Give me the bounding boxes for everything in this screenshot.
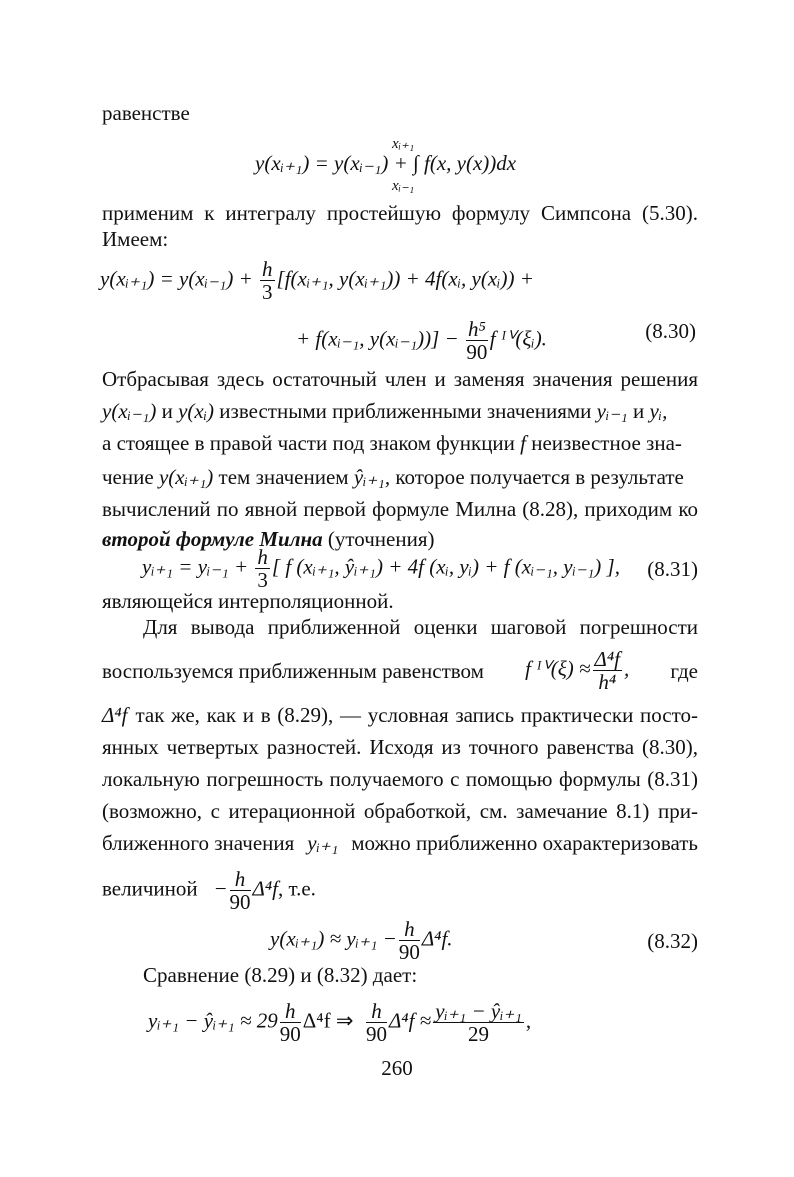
math: yᵢ₋₁ bbox=[596, 399, 628, 423]
text-line: равенстве bbox=[102, 101, 190, 125]
text-line bbox=[102, 702, 698, 728]
numerator: h⁵ bbox=[467, 317, 486, 341]
text: можно приближенно охарактеризовать bbox=[351, 831, 698, 855]
text: известными приближенными значениями bbox=[219, 399, 592, 423]
formula-integral: y(xᵢ₊₁) = y(xᵢ₋₁) + ∫ f(x, y(x))dx bbox=[255, 151, 517, 175]
formula-part: f ᴵⱽ(ξᵢ). bbox=[489, 326, 547, 351]
text: воспользуемся приближенным равенством bbox=[102, 658, 484, 683]
text-line: y(xᵢ₋₁) и y(xᵢ) известными приближенными значениями yᵢ₋₁ и yᵢ, bbox=[102, 399, 668, 423]
equation-number: (8.32) bbox=[647, 929, 698, 953]
formula-part: [f(xᵢ₊₁, y(xᵢ₊₁)) + 4f(xᵢ, y(xᵢ)) + bbox=[276, 266, 534, 291]
text: тем значением bbox=[218, 465, 349, 489]
text: а стоящее в правой части под знаком функции bbox=[102, 431, 515, 455]
text: , т.е. bbox=[278, 876, 316, 901]
math: y(xᵢ) bbox=[178, 399, 215, 423]
formula-part: Δ⁴f. bbox=[421, 926, 453, 951]
formula-part: , bbox=[525, 1008, 532, 1033]
fraction bbox=[433, 1000, 524, 1045]
numerator: h bbox=[399, 918, 420, 941]
text-line: Имеем: bbox=[102, 227, 169, 251]
text: (уточнения) bbox=[327, 527, 435, 551]
text-line: вычислений по явной первой формуле Милна (8.28), приходим ко bbox=[102, 497, 698, 521]
text-line: янных четвертых разностей. Исходя из точного равенства (8.30), bbox=[102, 735, 698, 759]
fraction bbox=[230, 868, 251, 913]
page-number: 260 bbox=[381, 1056, 413, 1080]
fraction bbox=[466, 318, 488, 363]
denominator: 3 bbox=[262, 280, 273, 304]
term-bold: второй формуле Милна bbox=[102, 527, 323, 551]
text: ближенного значения bbox=[102, 831, 295, 855]
numerator: yᵢ₊₁ − ŷᵢ₊₁ bbox=[435, 999, 522, 1023]
math: yᵢ₊₁ bbox=[307, 831, 339, 855]
math-part: f ᴵⱽ(ξ) ≈ bbox=[525, 656, 591, 681]
denominator: 90 bbox=[365, 1022, 387, 1046]
fraction bbox=[593, 648, 622, 693]
fraction bbox=[399, 918, 420, 963]
text-line: Отбрасывая здесь остаточный член и заменяя значения решения bbox=[102, 367, 698, 391]
formula-part: [ f (xᵢ₊₁, ŷᵢ₊₁) + 4f (xᵢ, yᵢ) + f (xᵢ₋₁, yᵢ₋₁) ], bbox=[271, 554, 620, 579]
formula-part: Δ⁴f ⇒ bbox=[302, 1008, 354, 1033]
text-line bbox=[102, 648, 698, 693]
numerator: h bbox=[257, 545, 268, 569]
formula-part: yᵢ₊₁ = yᵢ₋₁ + bbox=[142, 554, 254, 579]
numerator: h bbox=[366, 1000, 387, 1023]
fraction bbox=[255, 546, 270, 591]
fraction bbox=[280, 1000, 301, 1045]
numerator: h bbox=[280, 1000, 301, 1023]
text: так же, как и в (8.29), — условная запись практически посто- bbox=[135, 703, 698, 727]
text: которое получается в результате bbox=[395, 465, 684, 489]
text-line: являющейся интерполяционной. bbox=[102, 589, 394, 613]
math: Δ⁴f bbox=[102, 703, 128, 727]
text-line: применим к интегралу простейшую формулу Симпсона (5.30). bbox=[102, 201, 698, 225]
formula-part: y(xᵢ₊₁) ≈ yᵢ₊₁ − bbox=[270, 926, 397, 951]
denominator: 3 bbox=[257, 568, 268, 592]
fraction bbox=[260, 258, 275, 303]
formula-8-30-line2 bbox=[296, 318, 696, 363]
formula-8-30-line1 bbox=[100, 258, 534, 303]
denominator: 90 bbox=[229, 890, 251, 914]
math: Δ⁴f bbox=[252, 876, 278, 901]
math: yᵢ, bbox=[649, 399, 668, 423]
math: f ᴵⱽ(ξ) ≈ $\frac{\text{Δ⁴f}}{\text{h⁴}}$ , bbox=[525, 647, 630, 694]
numerator: h bbox=[230, 868, 251, 891]
text-line bbox=[102, 868, 698, 913]
text-line: чение y(xᵢ₊₁) тем значением ŷᵢ₊₁, которое получается в результате bbox=[102, 465, 684, 489]
denominator: 90 bbox=[398, 940, 420, 964]
fraction bbox=[366, 1000, 387, 1045]
math: f bbox=[520, 431, 526, 455]
formula-part: y(xᵢ₊₁) = y(xᵢ₋₁) + bbox=[100, 266, 259, 291]
numerator: Δ⁴f bbox=[594, 647, 620, 671]
formula-8-32 bbox=[270, 918, 453, 963]
formula-part: yᵢ₊₁ − ŷᵢ₊₁ ≈ 29 bbox=[148, 1008, 278, 1033]
text-line: Сравнение (8.29) и (8.32) дает: bbox=[143, 963, 418, 987]
equation-number: (8.30) bbox=[645, 319, 696, 343]
math: y(xᵢ₊₁) bbox=[158, 465, 214, 489]
formula-part: Δ⁴f ≈ bbox=[388, 1008, 432, 1033]
text-line: локальную погрешность получаемого с помощью формулы (8.31) bbox=[102, 767, 698, 791]
text-line bbox=[102, 830, 698, 856]
numerator: h bbox=[262, 257, 273, 281]
math: − bbox=[213, 876, 228, 901]
denominator: h⁴ bbox=[598, 670, 617, 694]
formula-part: + f(xᵢ₋₁, y(xᵢ₋₁))] − bbox=[296, 326, 464, 351]
denominator: 29 bbox=[468, 1022, 490, 1046]
integral-upper-limit: xᵢ₊₁ bbox=[392, 136, 415, 152]
text-line: (возможно, с итерационной обработкой, см. замечание 8.1) при- bbox=[102, 799, 698, 823]
denominator: 90 bbox=[466, 340, 488, 364]
math: y(xᵢ₋₁) bbox=[102, 399, 157, 423]
math: ŷᵢ₊₁, bbox=[353, 465, 391, 489]
text-line: Для вывода приближенной оценки шаговой погрешности bbox=[143, 615, 698, 639]
formula-final bbox=[148, 1000, 531, 1045]
text: неизвестное зна- bbox=[531, 431, 682, 455]
denominator: 90 bbox=[279, 1022, 301, 1046]
text: величиной bbox=[102, 876, 198, 901]
integral-lower-limit: xᵢ₋₁ bbox=[392, 178, 415, 194]
text: где bbox=[670, 658, 698, 683]
equation-number: (8.31) bbox=[647, 557, 698, 581]
text-line bbox=[102, 430, 698, 456]
formula-8-31 bbox=[142, 546, 698, 591]
